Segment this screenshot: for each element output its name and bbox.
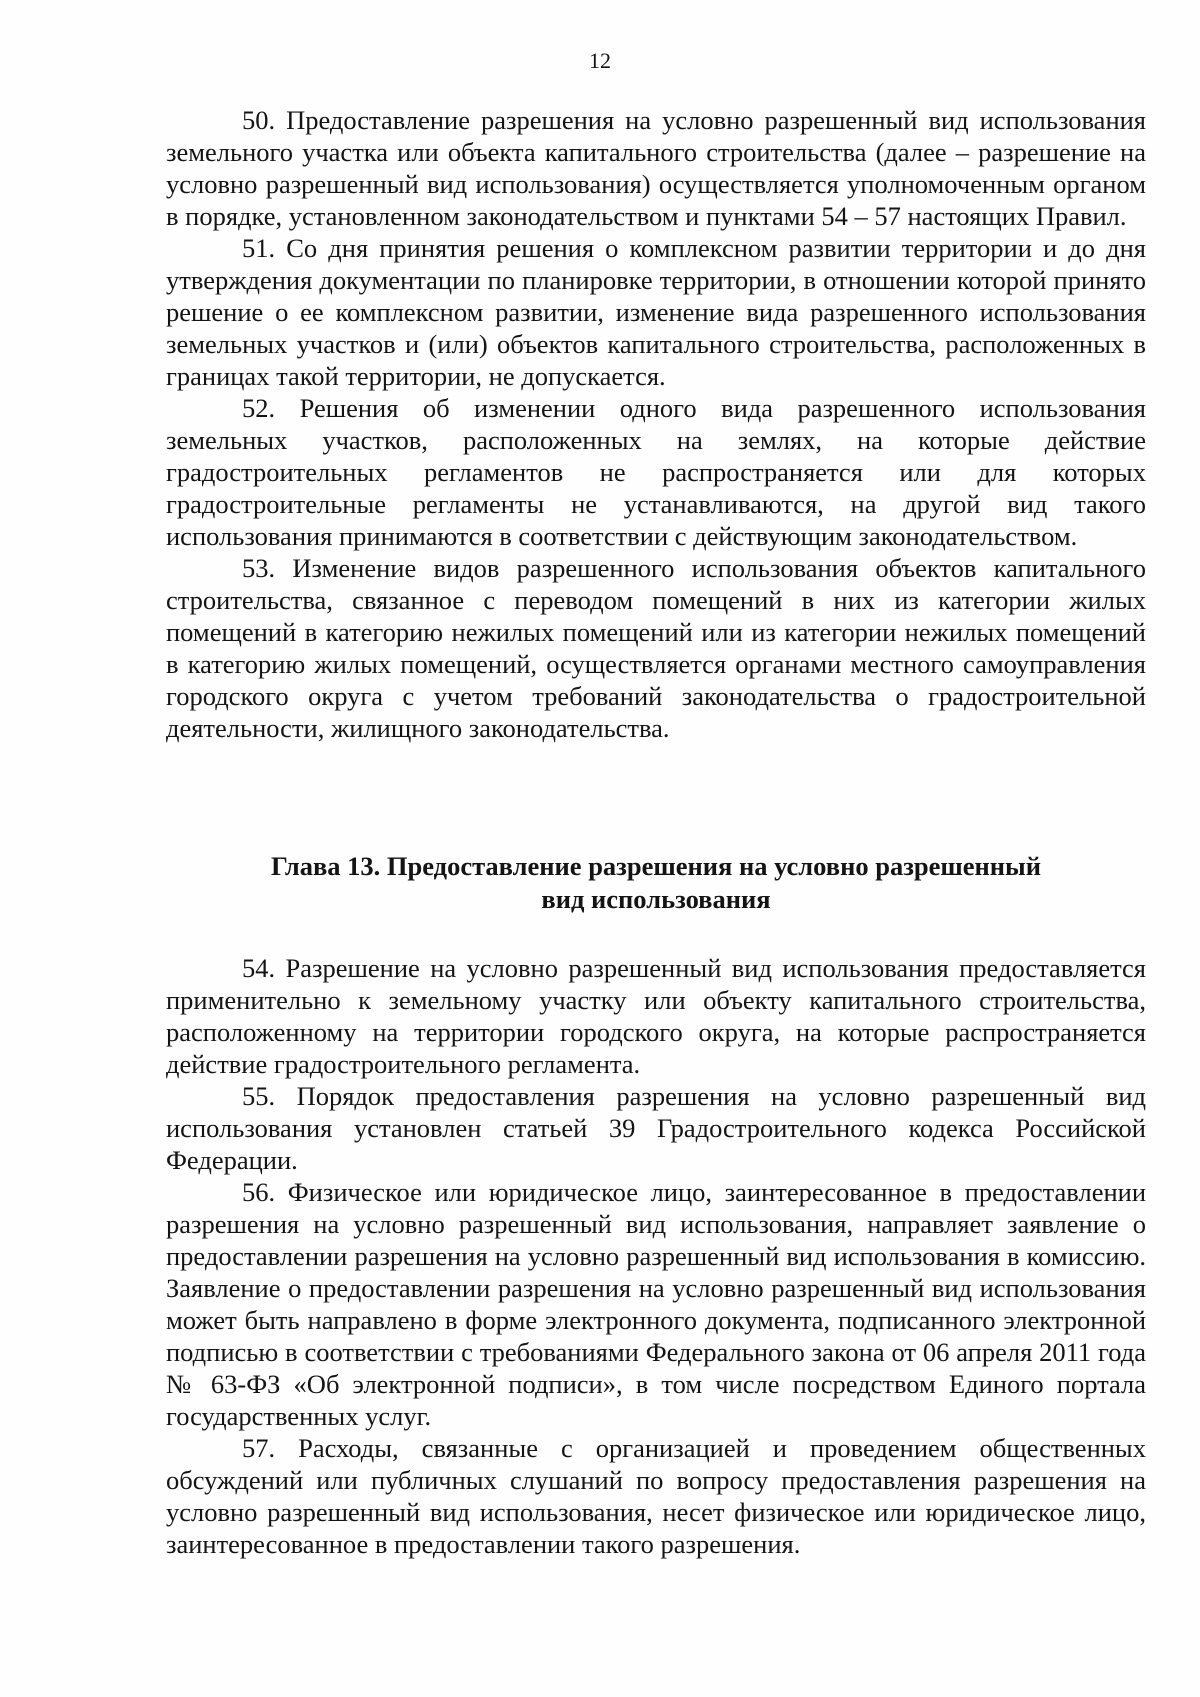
paragraph-50: 50. Предоставление разрешения на условно разрешенный вид использования земельного участка или объекта капитального строительства (далее – разрешение на условно разрешенный вид использования) осуществляется уполномоченным органом в порядке, установленном законодательством и пунктами 54 – 57 настоящих Правил. xyxy=(166,105,1146,231)
section-before-chapter xyxy=(166,104,1146,744)
page-number: 12 xyxy=(589,48,611,73)
chapter-title-line-2: вид использования xyxy=(541,884,771,914)
paragraph-54: 54. Разрешение на условно разрешенный вид использования предоставляется применительно к земельному участку или объекту капитального строительства, расположенному на территории городского округа, на которые распространяется действие градостроительного регламента. xyxy=(166,953,1146,1079)
paragraph-51: 51. Со дня принятия решения о комплексном развитии территории и до дня утверждения документации по планировке территории, в отношении которой принято решение о ее комплексном развитии, изменение вида разрешенного использования земельных участков и (или) объектов капитального строительства, расположенных в границах такой территории, не допускается. xyxy=(166,233,1146,391)
chapter-heading xyxy=(166,850,1146,916)
paragraph-53: 53. Изменение видов разрешенного использования объектов капитального строительства, связанное с переводом помещений в них из категории жилых помещений в категорию нежилых помещений или из категории нежилых помещений в категорию жилых помещений, осуществляется органами местного самоуправления городского округа с учетом требований законодательства о градостроительной деятельности, жилищного законодательства. xyxy=(166,553,1146,743)
paragraph-52: 52. Решения об изменении одного вида разрешенного использования земельных участков, расположенных на землях, на которые действие градостроительных регламентов не распространяется или для которых градостроительные регламенты не устанавливаются, на другой вид такого использования принимаются в соответствии с действующим законодательством. xyxy=(166,393,1146,551)
paragraph-55: 55. Порядок предоставления разрешения на условно разрешенный вид использования установлен статьей 39 Градостроительного кодекса Российской Федерации. xyxy=(166,1081,1146,1175)
paragraph-57: 57. Расходы, связанные с организацией и проведением общественных обсуждений или публичных слушаний по вопросу предоставления разрешения на условно разрешенный вид использования, несет физическое или юридическое лицо, заинтересованное в предоставлении такого разрешения. xyxy=(166,1433,1146,1559)
chapter-title-line-1: Глава 13. Предоставление разрешения на условно разрешенный xyxy=(270,851,1041,881)
paragraph-56: 56. Физическое или юридическое лицо, заинтересованное в предоставлении разрешения на условно разрешенный вид использования, направляет заявление о предоставлении разрешения на условно разрешенный вид использования в комиссию. Заявление о предоставлении разрешения на условно разрешенный вид использования может быть направлено в форме электронного документа, подписанного электронной подписью в соответствии с требованиями Федерального закона от 06 апреля 2011 года № 63-ФЗ «Об электронной подписи», в том числе посредством Единого портала государственных услуг. xyxy=(166,1177,1146,1431)
section-after-chapter xyxy=(166,952,1146,1560)
